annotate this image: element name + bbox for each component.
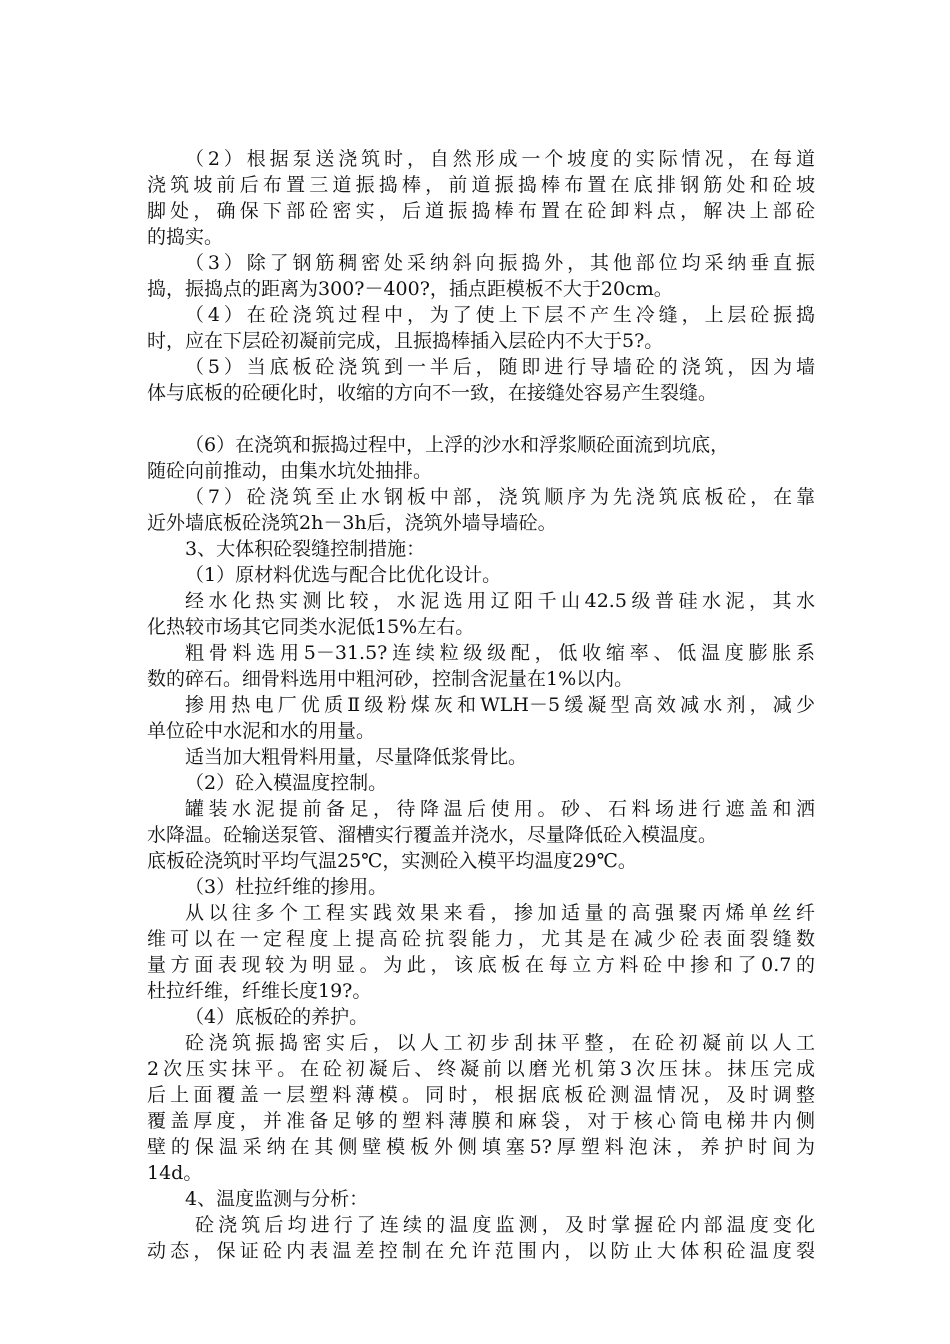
text-line: 经水化热实测比较，水泥选用辽阳千山42.5级普硅水泥，其水 xyxy=(185,590,815,612)
text-line: 化热较市场其它同类水泥低15%左右。 xyxy=(147,616,475,638)
text-line: 单位砼中水泥和水的用量。 xyxy=(147,720,376,742)
subsection-heading: （2）砼入模温度控制。 xyxy=(185,772,388,794)
text-line: 从以往多个工程实践效果来看，掺加适量的高强聚丙烯单丝纤 xyxy=(185,902,815,924)
text-line: 数的碎石。细骨料选用中粗河砂，控制含泥量在1%以内。 xyxy=(147,668,634,690)
text-line: 浇筑坡前后布置三道振捣棒，前道振捣棒布置在底排钢筋处和砼坡 xyxy=(147,174,815,196)
text-line: （5）当底板砼浇筑到一半后，随即进行导墙砼的浇筑，因为墙 xyxy=(185,356,815,378)
text-line: 随砼向前推动，由集水坑处抽排。 xyxy=(147,460,433,482)
section-heading: 4、温度监测与分析： xyxy=(185,1188,369,1210)
text-line: 体与底板的砼硬化时，收缩的方向不一致，在接缝处容易产生裂缝。 xyxy=(147,382,718,404)
text-line: 粗骨料选用5－31.5?连续粒级级配，低收缩率、低温度膨胀系 xyxy=(185,642,815,664)
text-line: （7）砼浇筑至止水钢板中部，浇筑顺序为先浇筑底板砼，在靠 xyxy=(185,486,815,508)
text-line: 罐装水泥提前备足，待降温后使用。砂、石料场进行遮盖和洒 xyxy=(185,798,815,820)
text-line: （4）在砼浇筑过程中，为了使上下层不产生冷缝，上层砼振捣 xyxy=(185,304,815,326)
text-line: 底板砼浇筑时平均气温25℃，实测砼入模平均温度29℃。 xyxy=(147,850,637,872)
blank-line xyxy=(147,406,815,432)
text-line: 掺用热电厂优质Ⅱ级粉煤灰和WLH－5缓凝型高效减水剂，减少 xyxy=(185,694,815,716)
text-line: 砼浇筑后均进行了连续的温度监测，及时掌握砼内部温度变化 xyxy=(195,1214,815,1236)
text-line: 后上面覆盖一层塑料薄模。同时，根据底板砼测温情况，及时调整 xyxy=(147,1084,815,1106)
text-line: 杜拉纤维，纤维长度19?。 xyxy=(147,980,372,1002)
document-body xyxy=(147,146,815,1264)
text-line: 维可以在一定程度上提高砼抗裂能力，尤其是在减少砼表面裂缝数 xyxy=(147,928,815,950)
text-line: 脚处，确保下部砼密实，后道振捣棒布置在砼卸料点，解决上部砼 xyxy=(147,200,815,222)
subsection-heading: （4）底板砼的养护。 xyxy=(185,1006,369,1028)
text-line: 砼浇筑振捣密实后，以人工初步刮抹平整，在砼初凝前以人工 xyxy=(185,1032,815,1054)
text-line: 动态，保证砼内表温差控制在允许范围内，以防止大体积砼温度裂 xyxy=(147,1240,815,1262)
text-line: 近外墙底板砼浇筑2h－3h后，浇筑外墙导墙砼。 xyxy=(147,512,557,534)
text-line: （2）根据泵送浇筑时，自然形成一个坡度的实际情况，在每道 xyxy=(185,148,815,170)
text-line: 2次压实抹平。在砼初凝后、终凝前以磨光机第3次压抹。抹压完成 xyxy=(147,1058,815,1080)
text-line: 的捣实。 xyxy=(147,226,224,248)
text-line: 适当加大粗骨料用量，尽量降低浆骨比。 xyxy=(185,746,528,768)
text-line: 覆盖厚度，并准备足够的塑料薄膜和麻袋，对于核心筒电梯井内侧 xyxy=(147,1110,815,1132)
text-line: （6）在浇筑和振捣过程中，上浮的沙水和浮浆顺砼面流到坑底， xyxy=(185,434,730,456)
subsection-heading: （3）杜拉纤维的掺用。 xyxy=(185,876,388,898)
text-line: （3）除了钢筋稠密处采纳斜向振捣外，其他部位均采纳垂直振 xyxy=(185,252,815,274)
text-line: 捣，振捣点的距离为300?－400?，插点距模板不大于20cm。 xyxy=(147,278,673,300)
subsection-heading: （1）原材料优选与配合比优化设计。 xyxy=(185,564,502,586)
text-line: 14d。 xyxy=(147,1162,203,1184)
text-line: 壁的保温采纳在其侧壁模板外侧填塞5?厚塑料泡沫，养护时间为 xyxy=(147,1136,815,1158)
text-line: 量方面表现较为明显。为此，该底板在每立方料砼中掺和了0.7的 xyxy=(147,954,815,976)
text-line: 水降温。砼输送泵管、溜槽实行覆盖并浇水，尽量降低砼入模温度。 xyxy=(147,824,718,846)
section-heading: 3、大体积砼裂缝控制措施： xyxy=(185,538,426,560)
text-line: 时，应在下层砼初凝前完成，且振捣棒插入层砼内不大于5?。 xyxy=(147,330,664,352)
